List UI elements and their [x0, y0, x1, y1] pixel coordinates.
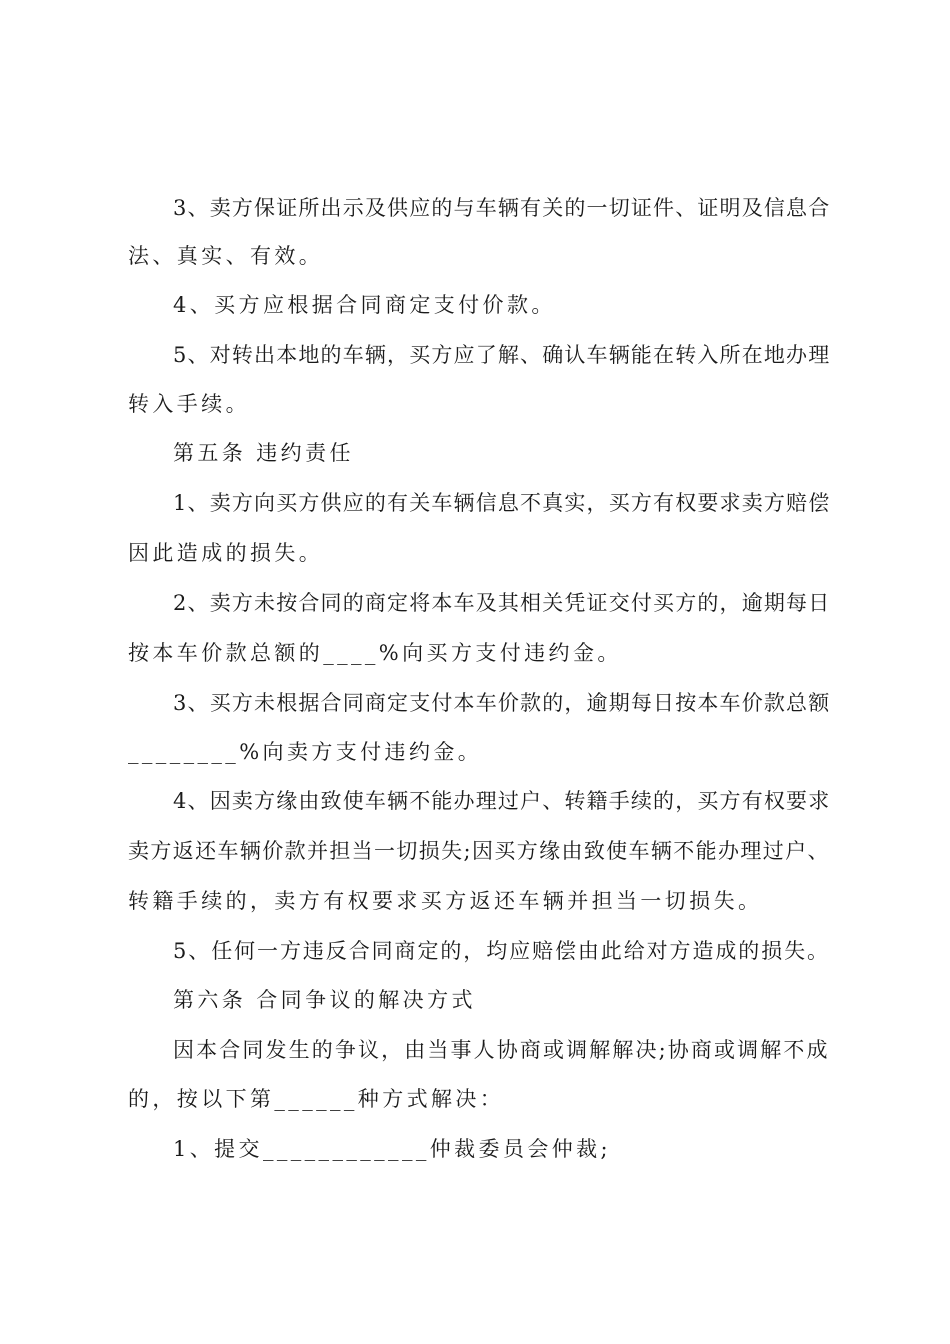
clause-5-item-4-line-1: 4、因卖方缘由致使车辆不能办理过户、转籍手续的，买方有权要求	[173, 789, 831, 813]
clause-6-intro-line-2: 的，按以下第______种方式解决：	[128, 1087, 505, 1111]
clause-5-item-4-line-3: 转籍手续的，卖方有权要求买方返还车辆并担当一切损失。	[128, 889, 763, 913]
clause-5-item-2-line-2: 按本车价款总额的____%向买方支付违约金。	[128, 641, 622, 665]
clause-6-option-1: 1、提交____________仲裁委员会仲裁;	[173, 1137, 612, 1161]
clause-5-item-3-line-2: ________%向卖方支付违约金。	[128, 740, 483, 764]
clause-6-heading: 第六条 合同争议的解决方式	[173, 988, 476, 1012]
clause-4-item-3-line-1: 3、卖方保证所出示及供应的与车辆有关的一切证件、证明及信息合	[173, 196, 831, 220]
clause-5-item-1-line-1: 1、卖方向买方供应的有关车辆信息不真实，买方有权要求卖方赔偿	[173, 491, 831, 515]
clause-5-item-1-line-2: 因此造成的损失。	[128, 541, 324, 565]
clause-5-heading: 第五条 违约责任	[173, 441, 354, 465]
clause-4-item-4: 4、买方应根据合同商定支付价款。	[173, 293, 556, 317]
clause-5-item-5: 5、任何一方违反合同商定的，均应赔偿由此给对方造成的损失。	[173, 939, 830, 963]
clause-4-item-5-line-2: 转入手续。	[128, 392, 250, 416]
clause-4-item-3-line-2: 法、真实、有效。	[128, 244, 324, 268]
clause-5-item-3-line-1: 3、买方未根据合同商定支付本车价款的，逾期每日按本车价款总额	[173, 691, 831, 715]
clause-5-item-2-line-1: 2、卖方未按合同的商定将本车及其相关凭证交付买方的，逾期每日	[173, 591, 831, 615]
clause-5-item-4-line-2: 卖方返还车辆价款并担当一切损失;因买方缘由致使车辆不能办理过户、	[128, 839, 830, 863]
clause-4-item-5-line-1: 5、对转出本地的车辆，买方应了解、确认车辆能在转入所在地办理	[173, 343, 831, 367]
clause-6-intro-line-1: 因本合同发生的争议，由当事人协商或调解解决;协商或调解不成	[173, 1038, 830, 1062]
